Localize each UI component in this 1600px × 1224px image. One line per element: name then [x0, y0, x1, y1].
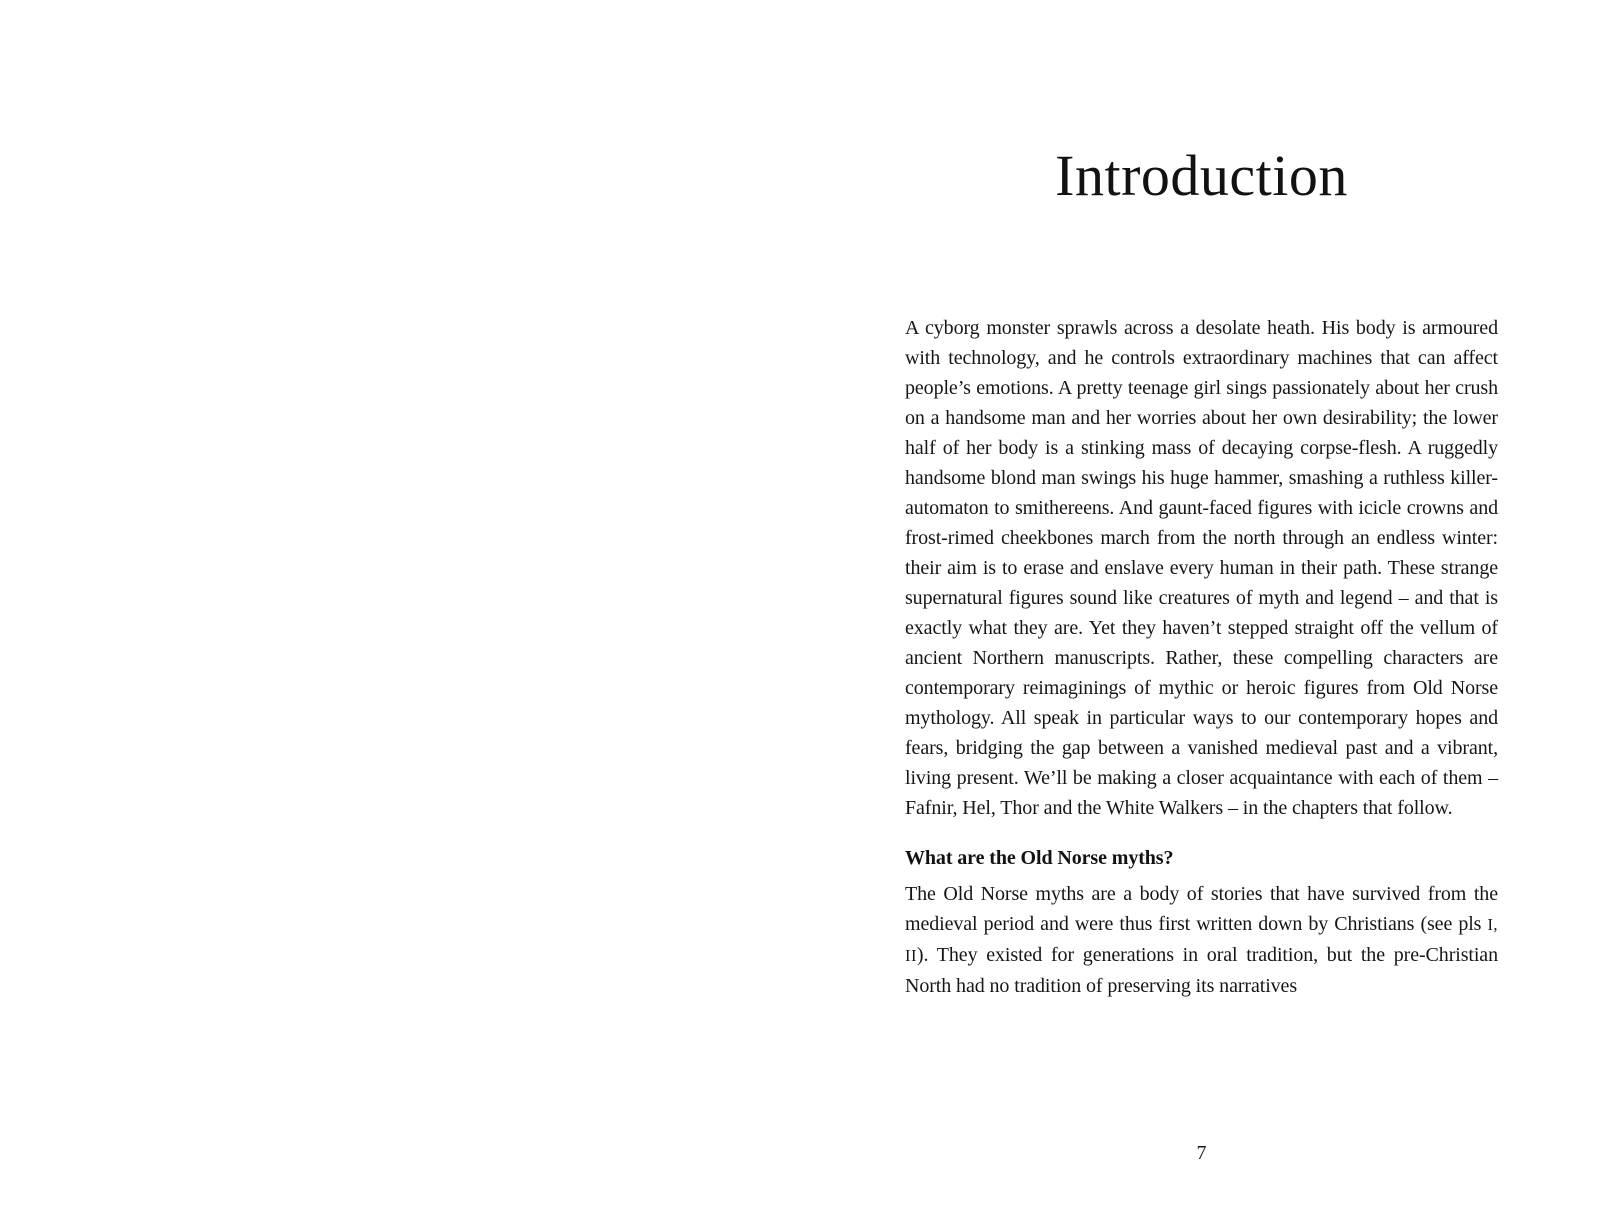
body-text-column [905, 313, 1498, 1001]
intro-paragraph: A cyborg monster sprawls across a desolate heath. His body is armoured with technology, and he controls extraordinary machines that can affect people’s emotions. A pretty teenage girl sings passionately about her crush on a handsome man and her worries about her own desirability; the lower half of her body is a stinking mass of decaying corpse-flesh. A ruggedly handsome blond man swings his huge hammer, smashing a ruthless killer-automaton to smithereens. And gaunt-faced figures with icicle crowns and frost-rimed cheekbones march from the north through an endless winter: their aim is to erase and enslave every human in their path. These strange supernatural figures sound like creatures of myth and legend – and that is exactly what they are. Yet they haven’t stepped straight off the vellum of ancient Northern manuscripts. Rather, these compelling characters are contemporary reimaginings of mythic or heroic figures from Old Norse mythology. All speak in particular ways to our contemporary hopes and fears, bridging the gap between a vanished medieval past and a vibrant, living present. We’ll be making a closer acquaintance with each of them – Fafnir, Hel, Thor and the White Walkers – in the chapters that follow. [905, 317, 1498, 819]
chapter-title: Introduction [1055, 143, 1348, 208]
myths-paragraph-post: ). They existed for generations in oral tradition, but the pre-Christian North had no tradition of preserving its narratives [905, 944, 1498, 997]
myths-paragraph [905, 879, 1498, 1001]
plate-reference: I, II [905, 915, 1498, 965]
page-number: 7 [1196, 1142, 1207, 1164]
myths-paragraph-pre: The Old Norse myths are a body of stories that have survived from the medieval period and were thus first written down by Christians (see pls [905, 883, 1498, 935]
section-heading: What are the Old Norse myths? [905, 847, 1174, 869]
